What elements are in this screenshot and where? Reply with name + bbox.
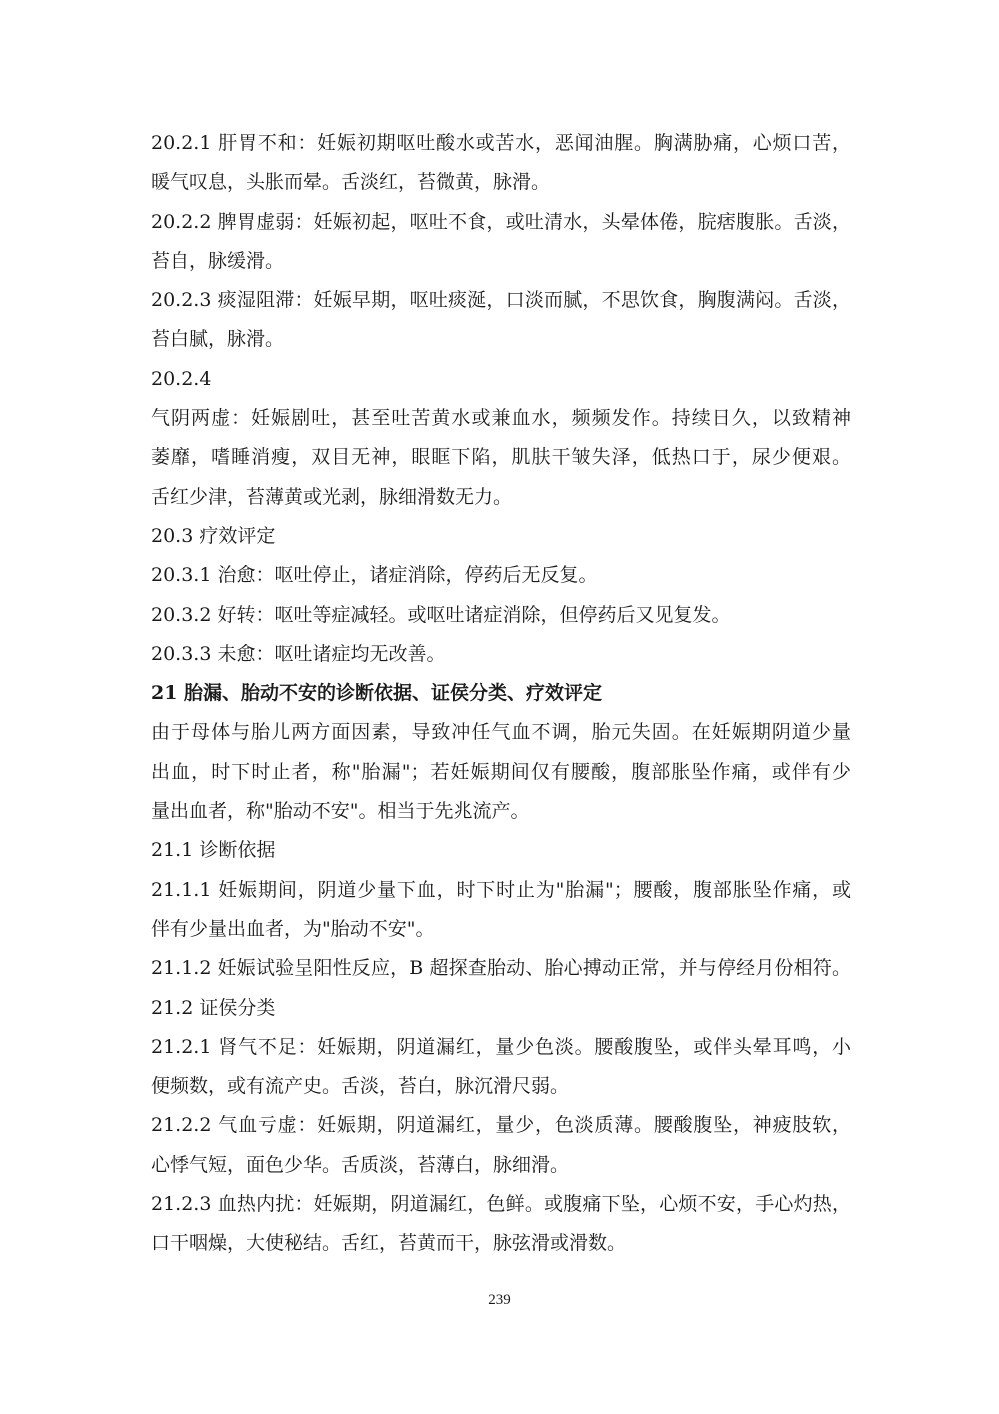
text-line: 萎靡，嗜睡消瘦，双目无神，眼眶下陷，肌肤干皱失泽，低热口于，尿少便艰。 xyxy=(151,446,851,469)
text-line: 21.1.2 妊娠试验呈阳性反应，B 超探查胎动、胎心搏动正常，并与停经月份相符。 xyxy=(151,957,851,980)
text-line: 20.2.4 xyxy=(151,367,212,390)
text-line: 21.1 诊断依据 xyxy=(151,839,276,862)
text-line: 暖气叹息，头胀而晕。舌淡红，苔微黄，脉滑。 xyxy=(151,171,551,194)
text-line: 20.2.1 肝胃不和：妊娠初期呕吐酸水或苦水，恶闻油腥。胸满胁痛，心烦口苦， xyxy=(151,132,851,154)
text-line: 21.2.2 气血亏虚：妊娠期，阴道漏红，量少，色淡质薄。腰酸腹坠，神疲肢软， xyxy=(151,1114,851,1137)
text-line: 苔自，脉缓滑。 xyxy=(151,249,285,272)
text-line: 伴有少量出血者，为"胎动不安"。 xyxy=(151,917,435,940)
text-line: 出血，时下时止者，称"胎漏"；若妊娠期间仅有腰酸，腹部胀坠作痛，或伴有少 xyxy=(151,760,851,783)
text-line: 21.2.1 肾气不足：妊娠期，阴道漏红，量少色淡。腰酸腹坠，或伴头晕耳鸣，小 xyxy=(151,1035,851,1058)
text-line: 由于母体与胎儿两方面因素，导致冲任气血不调，胎元失固。在妊娠期阴道少量 xyxy=(151,721,851,744)
text-line: 20.2.2 脾胃虚弱：妊娠初起，呕吐不食，或吐清水，头晕体倦，脘痞腹胀。舌淡， xyxy=(151,210,851,233)
text-line: 21.2 证侯分类 xyxy=(151,996,276,1019)
text-line: 20.2.3 痰湿阻滞：妊娠早期，呕吐痰涎，口淡而腻，不思饮食，胸腹满闷。舌淡， xyxy=(151,289,851,312)
text-line: 20.3 疗效评定 xyxy=(151,524,276,547)
text-line: 21.2.3 血热内扰：妊娠期，阴道漏红，色鲜。或腹痛下坠，心烦不安，手心灼热， xyxy=(151,1193,851,1216)
document-body xyxy=(151,124,851,1264)
text-line: 20.3.3 未愈：呕吐诸症均无改善。 xyxy=(151,642,446,665)
text-line: 口干咽燥，大使秘结。舌红，苔黄而干，脉弦滑或滑数。 xyxy=(151,1232,627,1255)
text-line: 20.3.2 好转：呕吐等症减轻。或呕吐诸症消除，但停药后又见复发。 xyxy=(151,603,731,626)
section-heading: 21 胎漏、胎动不安的诊断依据、证侯分类、疗效评定 xyxy=(151,682,603,705)
text-line: 心悸气短，面色少华。舌质淡，苔薄白，脉细滑。 xyxy=(151,1153,570,1176)
page-number: 239 xyxy=(488,1292,511,1308)
text-line: 便频数，或有流产史。舌淡，苔白，脉沉滑尺弱。 xyxy=(151,1075,570,1098)
text-line: 苔白腻，脉滑。 xyxy=(151,328,285,351)
text-line: 舌红少津，苔薄黄或光剥，脉细滑数无力。 xyxy=(151,485,513,508)
text-line: 量出血者，称"胎动不安"。相当于先兆流产。 xyxy=(151,800,530,823)
text-line: 气阴两虚：妊娠剧吐，甚至吐苦黄水或兼血水，频频发作。持续日久，以致精神 xyxy=(151,407,851,430)
text-line: 21.1.1 妊娠期间，阴道少量下血，时下时止为"胎漏"；腰酸，腹部胀坠作痛，或 xyxy=(151,878,851,901)
text-line: 20.3.1 治愈：呕吐停止，诸症消除，停药后无反复。 xyxy=(151,564,598,587)
